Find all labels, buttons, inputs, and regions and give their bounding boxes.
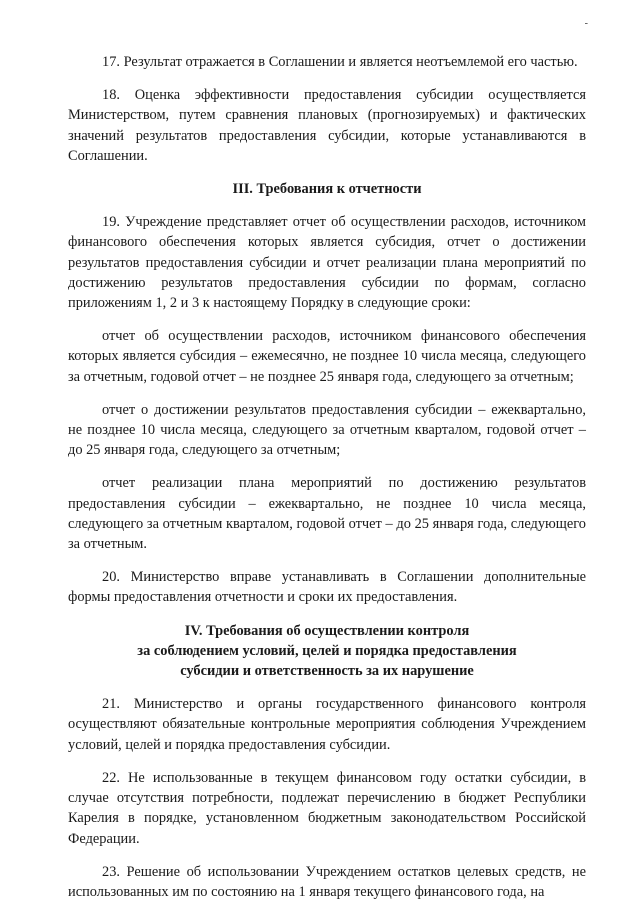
- document-page: [68, 52, 586, 902]
- paragraph-22: 22. Не использованные в текущем финансовом году остатки субсидии, в случае отсутствия потребности, подлежат перечислению в бюджет Республики Карелия в порядке, установленном бюджетным законодательством Российской Федерации.: [68, 769, 586, 847]
- section-3-title: III. Требования к отчетности: [232, 181, 422, 198]
- paragraph-19-results-report: отчет о достижении результатов предоставления субсидии – ежеквартально, не позднее 10 числа месяца, следующего за отчетным кварталом, годовой отчет – до 25 января года, следующего за отчетным;: [68, 401, 586, 459]
- paragraph-18: 18. Оценка эффективности предоставления субсидии осуществляется Министерством, путем сравнения плановых (прогнозируемых) и фактических значений результатов предоставления субсидии, которые устанавливаются в Соглашении.: [68, 87, 586, 164]
- section-4-title-line-3: субсидии и ответственность за их нарушение: [180, 663, 474, 680]
- section-4-title-line-2: за соблюдением условий, целей и порядка предоставления: [137, 642, 517, 659]
- section-4-title-line-1: IV. Требования об осуществлении контроля: [184, 622, 470, 639]
- paragraph-19-plan-report: отчет реализации плана мероприятий по достижению результатов предоставления субсидии – ежеквартально, не позднее 10 числа месяца, следующего за отчетным кварталом, годовой отчет – до 25 января года, следующего за отчетным.: [68, 475, 586, 553]
- corner-mark: -: [584, 18, 588, 29]
- paragraph-19-expenses-report: отчет об осуществлении расходов, источником финансового обеспечения которых является субсидия – ежемесячно, не позднее 10 числа месяца, следующего за отчетным, годовой отчет – не позднее 25 января года, следующего за отчетным;: [68, 328, 586, 385]
- paragraph-17: 17. Результат отражается в Соглашении и является неотъемлемой его частью.: [102, 54, 578, 70]
- paragraph-19: 19. Учреждение представляет отчет об осуществлении расходов, источником финансового обеспечения которых является субсидия, отчет о достижении результатов предоставления субсидии и отчет реализации плана мероприятий по достижению результатов предоставления субсидии по формам, согласно приложениям 1, 2 и 3 к настоящему Порядку в следующие сроки:: [68, 214, 586, 312]
- paragraph-23: 23. Решение об использовании Учреждением остатков целевых средств, не использованных им по состоянию на 1 января текущего финансового года, на: [68, 863, 586, 900]
- paragraph-21: 21. Министерство и органы государственного финансового контроля осуществляют обязательные контрольные мероприятия соблюдения Учреждением условий, целей и порядка предоставления субсидии.: [68, 696, 586, 753]
- paragraph-20: 20. Министерство вправе устанавливать в Соглашении дополнительные формы предоставления отчетности и сроки их предоставления.: [68, 569, 586, 606]
